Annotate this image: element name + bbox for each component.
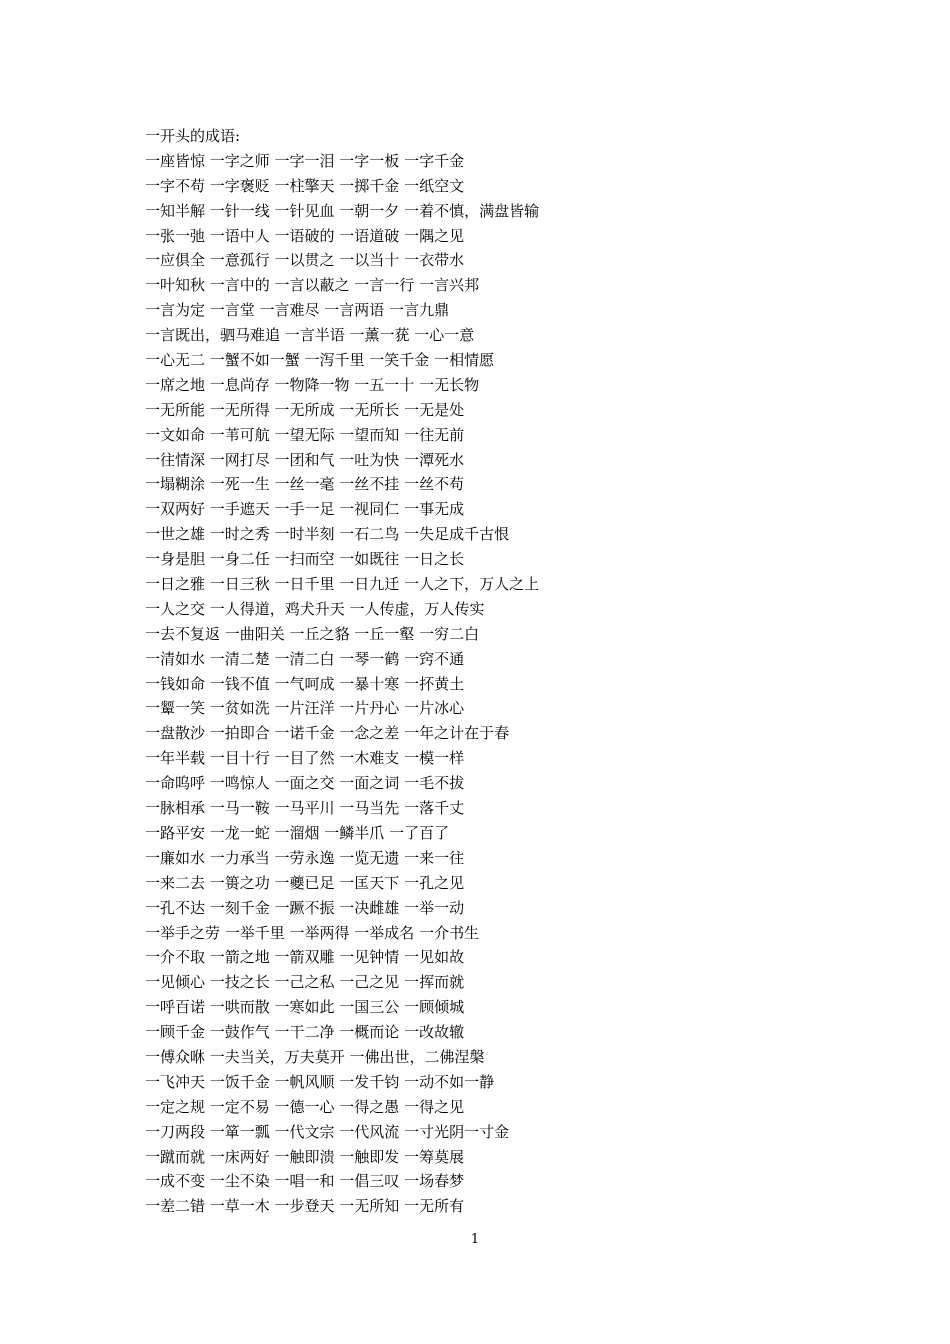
idiom-line: 一席之地 一息尚存 一物降一物 一五一十 一无长物 xyxy=(145,375,480,394)
idiom-line: 一差二错 一草一木 一步登天 一无所知 一无所有 xyxy=(145,1197,465,1216)
idiom-line: 一往情深 一网打尽 一团和气 一吐为快 一潭死水 xyxy=(145,450,465,469)
idiom-line: 一顾千金 一鼓作气 一干二净 一概而论 一改故辙 xyxy=(145,1023,465,1042)
idiom-line: 一人之交 一人得道，鸡犬升天 一人传虚，万人传实 xyxy=(145,599,485,618)
idiom-line: 一日之雅 一日三秋 一日千里 一日九迁 一人之下，万人之上 xyxy=(145,575,540,594)
idiom-line: 一见倾心 一技之长 一己之私 一己之见 一挥而就 xyxy=(145,973,465,992)
idiom-line: 一字不苟 一字褒贬 一柱擎天 一掷千金 一纸空文 xyxy=(145,176,465,195)
idiom-line: 一文如命 一苇可航 一望无际 一望而知 一往无前 xyxy=(145,425,465,444)
idiom-list xyxy=(145,149,845,1219)
idiom-line: 一介不取 一箭之地 一箭双雕 一见钟情 一见如故 xyxy=(145,948,465,967)
idiom-line: 一身是胆 一身二任 一扫而空 一如既往 一日之长 xyxy=(145,550,465,569)
idiom-line: 一飞冲天 一饭千金 一帆风顺 一发千钧 一动不如一静 xyxy=(145,1072,495,1091)
idiom-line: 一塌糊涂 一死一生 一丝一毫 一丝不挂 一丝不苟 xyxy=(145,475,465,494)
idiom-line: 一颦一笑 一贫如洗 一片汪洋 一片丹心 一片冰心 xyxy=(145,699,465,718)
idiom-line: 一举手之劳 一举千里 一举两得 一举成名 一介书生 xyxy=(145,923,480,942)
page-number: 1 xyxy=(470,1232,480,1247)
idiom-line: 一无所能 一无所得 一无所成 一无所长 一无是处 xyxy=(145,400,465,419)
idiom-line: 一双两好 一手遮天 一手一足 一视同仁 一事无成 xyxy=(145,500,465,519)
idiom-line: 一蹴而就 一床两好 一触即溃 一触即发 一筹莫展 xyxy=(145,1147,465,1166)
document-title: 一开头的成语: xyxy=(145,127,241,145)
idiom-line: 一来二去 一篑之功 一夔已足 一匡天下 一孔之见 xyxy=(145,873,465,892)
idiom-line: 一廉如水 一力承当 一劳永逸 一览无遗 一来一往 xyxy=(145,848,465,867)
idiom-line: 一刀两段 一箪一瓢 一代文宗 一代风流 一寸光阴一寸金 xyxy=(145,1122,510,1141)
idiom-line: 一张一弛 一语中人 一语破的 一语道破 一隅之见 xyxy=(145,226,465,245)
idiom-line: 一呼百诺 一哄而散 一寒如此 一国三公 一顾倾城 xyxy=(145,998,465,1017)
idiom-line: 一去不复返 一曲阳关 一丘之貉 一丘一壑 一穷二白 xyxy=(145,624,480,643)
idiom-line: 一傅众咻 一夫当关，万夫莫开 一佛出世，二佛涅槃 xyxy=(145,1047,485,1066)
idiom-line: 一命呜呼 一鸣惊人 一面之交 一面之词 一毛不拔 xyxy=(145,774,465,793)
idiom-line: 一成不变 一尘不染 一唱一和 一倡三叹 一场春梦 xyxy=(145,1172,465,1191)
idiom-line: 一脉相承 一马一鞍 一马平川 一马当先 一落千丈 xyxy=(145,799,465,818)
idiom-line: 一世之雄 一时之秀 一时半刻 一石二鸟 一失足成千古恨 xyxy=(145,525,510,544)
idiom-line: 一定之规 一定不易 一德一心 一得之愚 一得之见 xyxy=(145,1097,465,1116)
idiom-line: 一言既出，驷马难追 一言半语 一薰一莸 一心一意 xyxy=(145,326,475,345)
idiom-line: 一座皆惊 一字之师 一字一泪 一字一板 一字千金 xyxy=(145,151,465,170)
idiom-line: 一钱如命 一钱不值 一气呵成 一暴十寒 一抔黄土 xyxy=(145,674,465,693)
idiom-line: 一盘散沙 一拍即合 一诺千金 一念之差 一年之计在于春 xyxy=(145,724,510,743)
idiom-line: 一孔不达 一刻千金 一蹶不振 一决雌雄 一举一动 xyxy=(145,898,465,917)
idiom-line: 一心无二 一蟹不如一蟹 一泻千里 一笑千金 一相情愿 xyxy=(145,351,495,370)
idiom-line: 一知半解 一针一线 一针见血 一朝一夕 一着不慎，满盘皆输 xyxy=(145,201,540,220)
idiom-line: 一清如水 一清二楚 一清二白 一琴一鹤 一窍不通 xyxy=(145,649,465,668)
idiom-line: 一叶知秋 一言中的 一言以蔽之 一言一行 一言兴邦 xyxy=(145,276,480,295)
idiom-line: 一言为定 一言堂 一言难尽 一言两语 一言九鼎 xyxy=(145,301,450,320)
idiom-line: 一路平安 一龙一蛇 一溜烟 一鳞半爪 一了百了 xyxy=(145,823,450,842)
idiom-line: 一应俱全 一意孤行 一以贯之 一以当十 一衣带水 xyxy=(145,251,465,270)
document-body xyxy=(145,124,845,1219)
idiom-line: 一年半载 一目十行 一目了然 一木难支 一模一样 xyxy=(145,749,465,768)
